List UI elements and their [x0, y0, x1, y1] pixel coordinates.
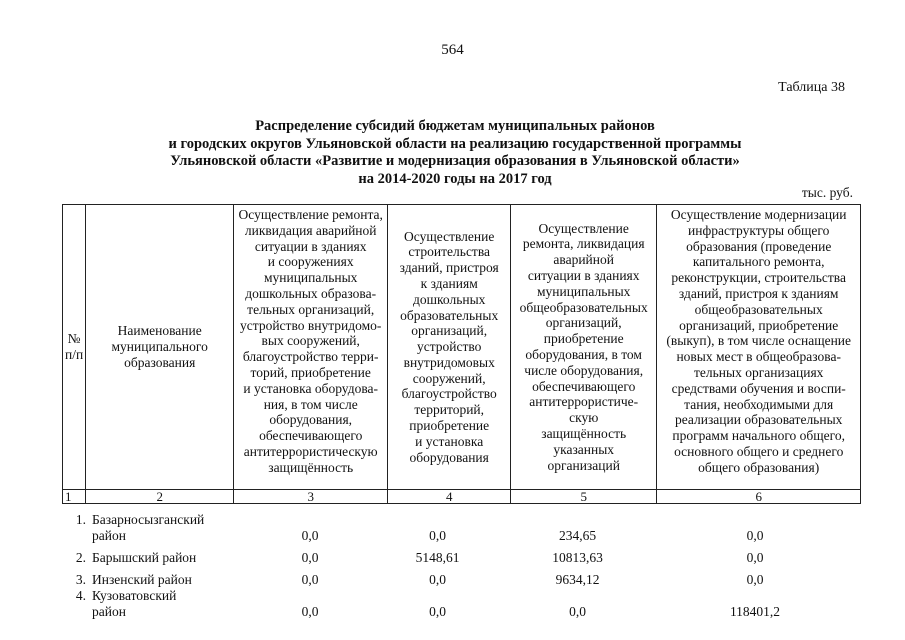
column-number: 2	[86, 490, 234, 504]
column-number: 1	[63, 490, 86, 504]
value-col-5: 9634,12	[555, 572, 600, 587]
subsidy-table-body	[62, 512, 860, 620]
table-row	[62, 512, 860, 544]
column-number: 5	[511, 490, 657, 504]
page-number: 564	[441, 42, 464, 58]
table-row	[62, 544, 860, 566]
municipality-name: Базарносызганский район	[92, 512, 205, 543]
value-col-5: 234,65	[558, 528, 597, 543]
row-number: 3.	[75, 572, 86, 587]
value-col-6: 0,0	[746, 572, 764, 587]
value-col-3: 0,0	[301, 550, 319, 565]
value-col-3: 0,0	[301, 604, 319, 619]
column-number: 3	[234, 490, 388, 504]
header-col-4: Осуществление строительства зданий, пристроя к зданиям дошкольных образовательных организаций, устройство внутридомовых сооружений, благоустройство территорий, приобретение и установка оборудования	[388, 205, 511, 490]
row-number: 4.	[75, 588, 86, 603]
municipality-name: Инзенский район	[92, 572, 192, 587]
table-row	[62, 566, 860, 588]
value-col-3: 0,0	[301, 528, 319, 543]
title-line: Ульяновской области «Развитие и модернизация образования в Ульяновской области»	[170, 153, 740, 169]
column-number-row	[63, 490, 861, 504]
title-line: и городских округов Ульяновской области на реализацию государственной программы	[168, 135, 742, 152]
header-col-3: Осуществление ремонта, ликвидация аварийной ситуации в зданиях и сооружениях муниципальных дошкольных образова- тельных организаций, устройство внутридомо- вых сооружений, благоустройство терри- торий, приобретение и установка оборудова- ния, в том числе оборудования, обеспечивающего антитеррористическую защищённость	[234, 205, 388, 490]
header-col-name: Наименование муниципального образования	[86, 205, 234, 490]
value-col-5: 10813,63	[552, 550, 603, 565]
value-col-4: 0,0	[429, 604, 446, 619]
header-col-6: Осуществление модернизации инфраструктуры общего образования (проведение капитального ремонта, реконструкции, строительства зданий, пристроя к зданиям общеобразовательных организаций, приобретение (выкуп), в том числе оснащение новых мест в общеобразова- тельных организациях средствами обучения и воспи- тания, необходимыми для реализации образовательных программ начального общего, основного общего и среднего общего образования)	[657, 205, 861, 490]
title-line: на 2014-2020 годы на 2017 год	[358, 170, 552, 187]
table-row	[62, 588, 860, 620]
subsidy-table-header	[62, 204, 861, 504]
municipality-name: Кузоватовский район	[92, 588, 177, 619]
title-line: Распределение субсидий бюджетам муниципальных районов	[255, 118, 655, 134]
row-number: 1.	[75, 512, 86, 527]
row-number: 2.	[75, 550, 86, 565]
value-col-6: 118401,2	[729, 604, 781, 619]
units-label: тыс. руб.	[801, 185, 853, 200]
header-col-number: № п/п	[63, 205, 86, 490]
value-col-4: 0,0	[429, 528, 446, 543]
document-title	[130, 118, 780, 188]
header-row	[63, 205, 861, 490]
value-col-4: 0,0	[429, 572, 446, 587]
column-number: 4	[388, 490, 511, 504]
value-col-4: 5148,61	[415, 550, 460, 565]
column-number: 6	[657, 490, 861, 504]
value-col-6: 0,0	[746, 550, 764, 565]
value-col-6: 0,0	[746, 528, 764, 543]
header-col-5: Осуществление ремонта, ликвидация аварийной ситуации в зданиях муниципальных общеобразовательных организаций, приобретение оборудования, в том числе оборудования, обеспечивающего антитеррористиче- скую защищённость указанных организаций	[511, 205, 657, 490]
value-col-3: 0,0	[301, 572, 319, 587]
value-col-5: 0,0	[569, 604, 586, 619]
municipality-name: Барышский район	[92, 550, 197, 565]
table-label: Таблица 38	[778, 80, 845, 95]
